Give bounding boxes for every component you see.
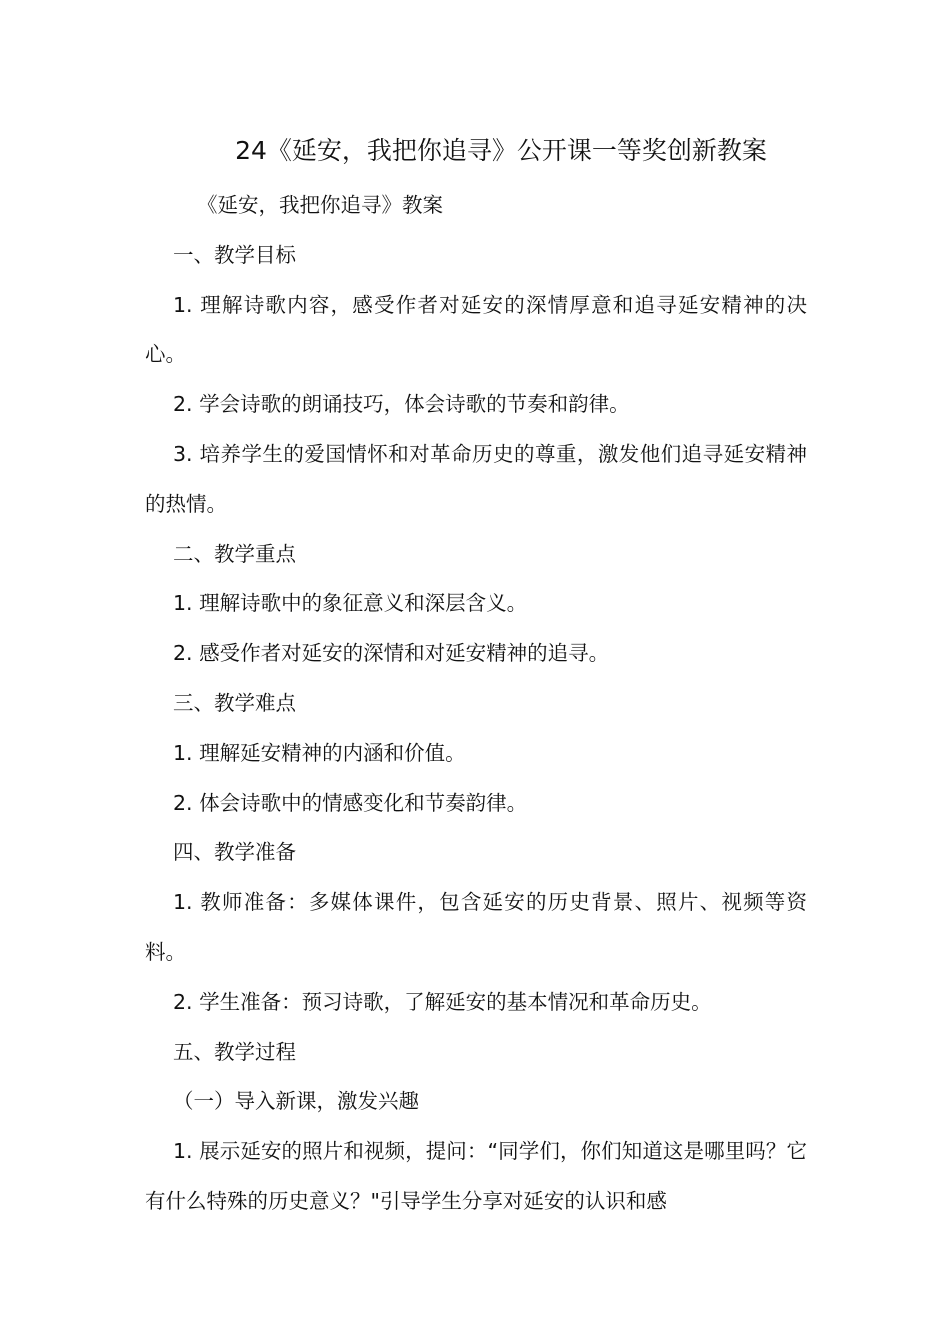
section-heading-preparation: 四、教学准备: [173, 840, 296, 865]
preparation-item: 2. 学生准备：预习诗歌，了解延安的基本情况和革命历史。: [173, 989, 712, 1014]
key-point-item: 1. 理解诗歌中的象征意义和深层含义。: [173, 591, 528, 616]
document-body: [145, 181, 807, 1227]
document-title: 24《延安，我把你追寻》公开课一等奖创新教案: [235, 136, 767, 165]
section-heading-key-points: 二、教学重点: [173, 541, 296, 566]
objective-item: 2. 学会诗歌的朗诵技巧，体会诗歌的节奏和韵律。: [173, 392, 630, 417]
difficulty-item: 2. 体会诗歌中的情感变化和节奏韵律。: [173, 790, 528, 815]
difficulty-item: 1. 理解延安精神的内涵和价值。: [173, 740, 466, 765]
lesson-plan-subtitle: 《延安，我把你追寻》教案: [197, 193, 443, 217]
preparation-item: 1. 教师准备：多媒体课件，包含延安的历史背景、照片、视频等资料。: [145, 890, 807, 964]
objective-item: 3. 培养学生的爱国情怀和对革命历史的尊重，激发他们追寻延安精神的热情。: [145, 441, 807, 516]
section-heading-objectives: 一、教学目标: [173, 242, 296, 267]
key-point-item: 2. 感受作者对延安的深情和对延安精神的追寻。: [173, 641, 610, 666]
objective-item: 1. 理解诗歌内容，感受作者对延安的深情厚意和追寻延安精神的决心。: [145, 292, 807, 367]
section-heading-process: 五、教学过程: [173, 1039, 296, 1064]
process-item: 1. 展示延安的照片和视频，提问：“同学们，你们知道这是哪里吗？它有什么特殊的历史意义？"引导学生分享对延安的认识和感: [145, 1139, 807, 1213]
section-heading-difficulties: 三、教学难点: [173, 690, 296, 715]
process-subheading: （一）导入新课，激发兴趣: [173, 1089, 419, 1114]
